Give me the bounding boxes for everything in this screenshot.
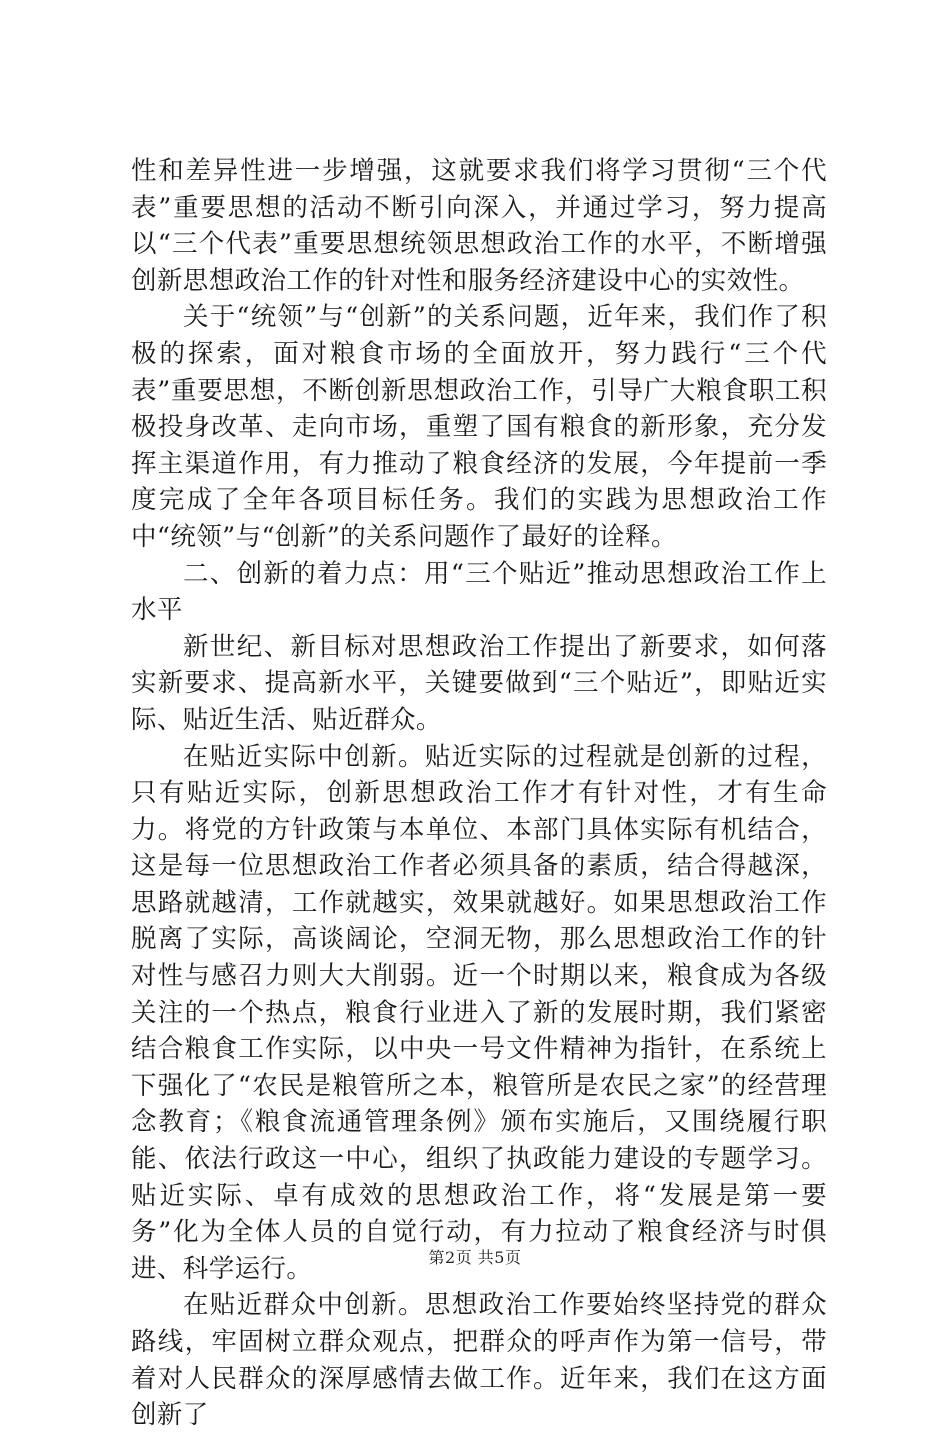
paragraph: 性和差异性进一步增强，这就要求我们将学习贯彻“三个代表”重要思想的活动不断引向深入，并通过学习，努力提高以“三个代表”重要思想统领思想政治工作的水平，不断增强创新思想政治工作的针对性和服务经济建设中心的实效性。 [131, 156, 827, 296]
paragraph: 关于“统领”与“创新”的关系问题，近年来，我们作了积极的探索，面对粮食市场的全面放开，努力践行“三个代表”重要思想，不断创新思想政治工作，引导广大粮食职工积极投身改革、走向市场，重塑了国有粮食的新形象，充分发挥主渠道作用，有力推动了粮食经济的发展，今年提前一季度完成了全年各项目标任务。我们的实践为思想政治工作中“统领”与“创新”的关系问题作了最好的诠释。 [131, 302, 827, 552]
paragraph: 在贴近群众中创新。思想政治工作要始终坚持党的群众路线，牢固树立群众观点，把群众的呼声作为第一信号，带着对人民群众的深厚感情去做工作。近年来，我们在这方面创新了 [131, 1290, 827, 1431]
paragraph: 二、创新的着力点：用“三个贴近”推动思想政治工作上水平 [131, 558, 827, 626]
document-body [131, 153, 827, 1434]
paragraph: 在贴近实际中创新。贴近实际的过程就是创新的过程，只有贴近实际，创新思想政治工作才有针对性，才有生命力。将党的方针政策与本单位、本部门具体实际有机结合，这是每一位思想政治工作者必须具备的素质，结合得越深，思路就越清，工作就越实，效果就越好。如果思想政治工作脱离了实际，高谈阔论，空洞无物，那么思想政治工作的针对性与感召力则大大削弱。近一个时期以来，粮食成为各级关注的一个热点，粮食行业进入了新的发展时期，我们紧密结合粮食工作实际，以中央一号文件精神为指针，在系统上下强化了“农民是粮管所之本，粮管所是农民之家”的经营理念教育；《粮食流通管理条例》颁布实施后，又围绕履行职能、依法行政这一中心，组织了执政能力建设的专题学习。贴近实际、卓有成效的思想政治工作，将“发展是第一要务”化为全体人员的自觉行动，有力拉动了粮食经济与时俱进、科学运行。 [131, 741, 827, 1284]
paragraph: 新世纪、新目标对思想政治工作提出了新要求，如何落实新要求、提高新水平，关键要做到“三个贴近”，即贴近实际、贴近生活、贴近群众。 [131, 631, 827, 735]
page-footer: 第2页 共5页 [428, 1248, 522, 1267]
